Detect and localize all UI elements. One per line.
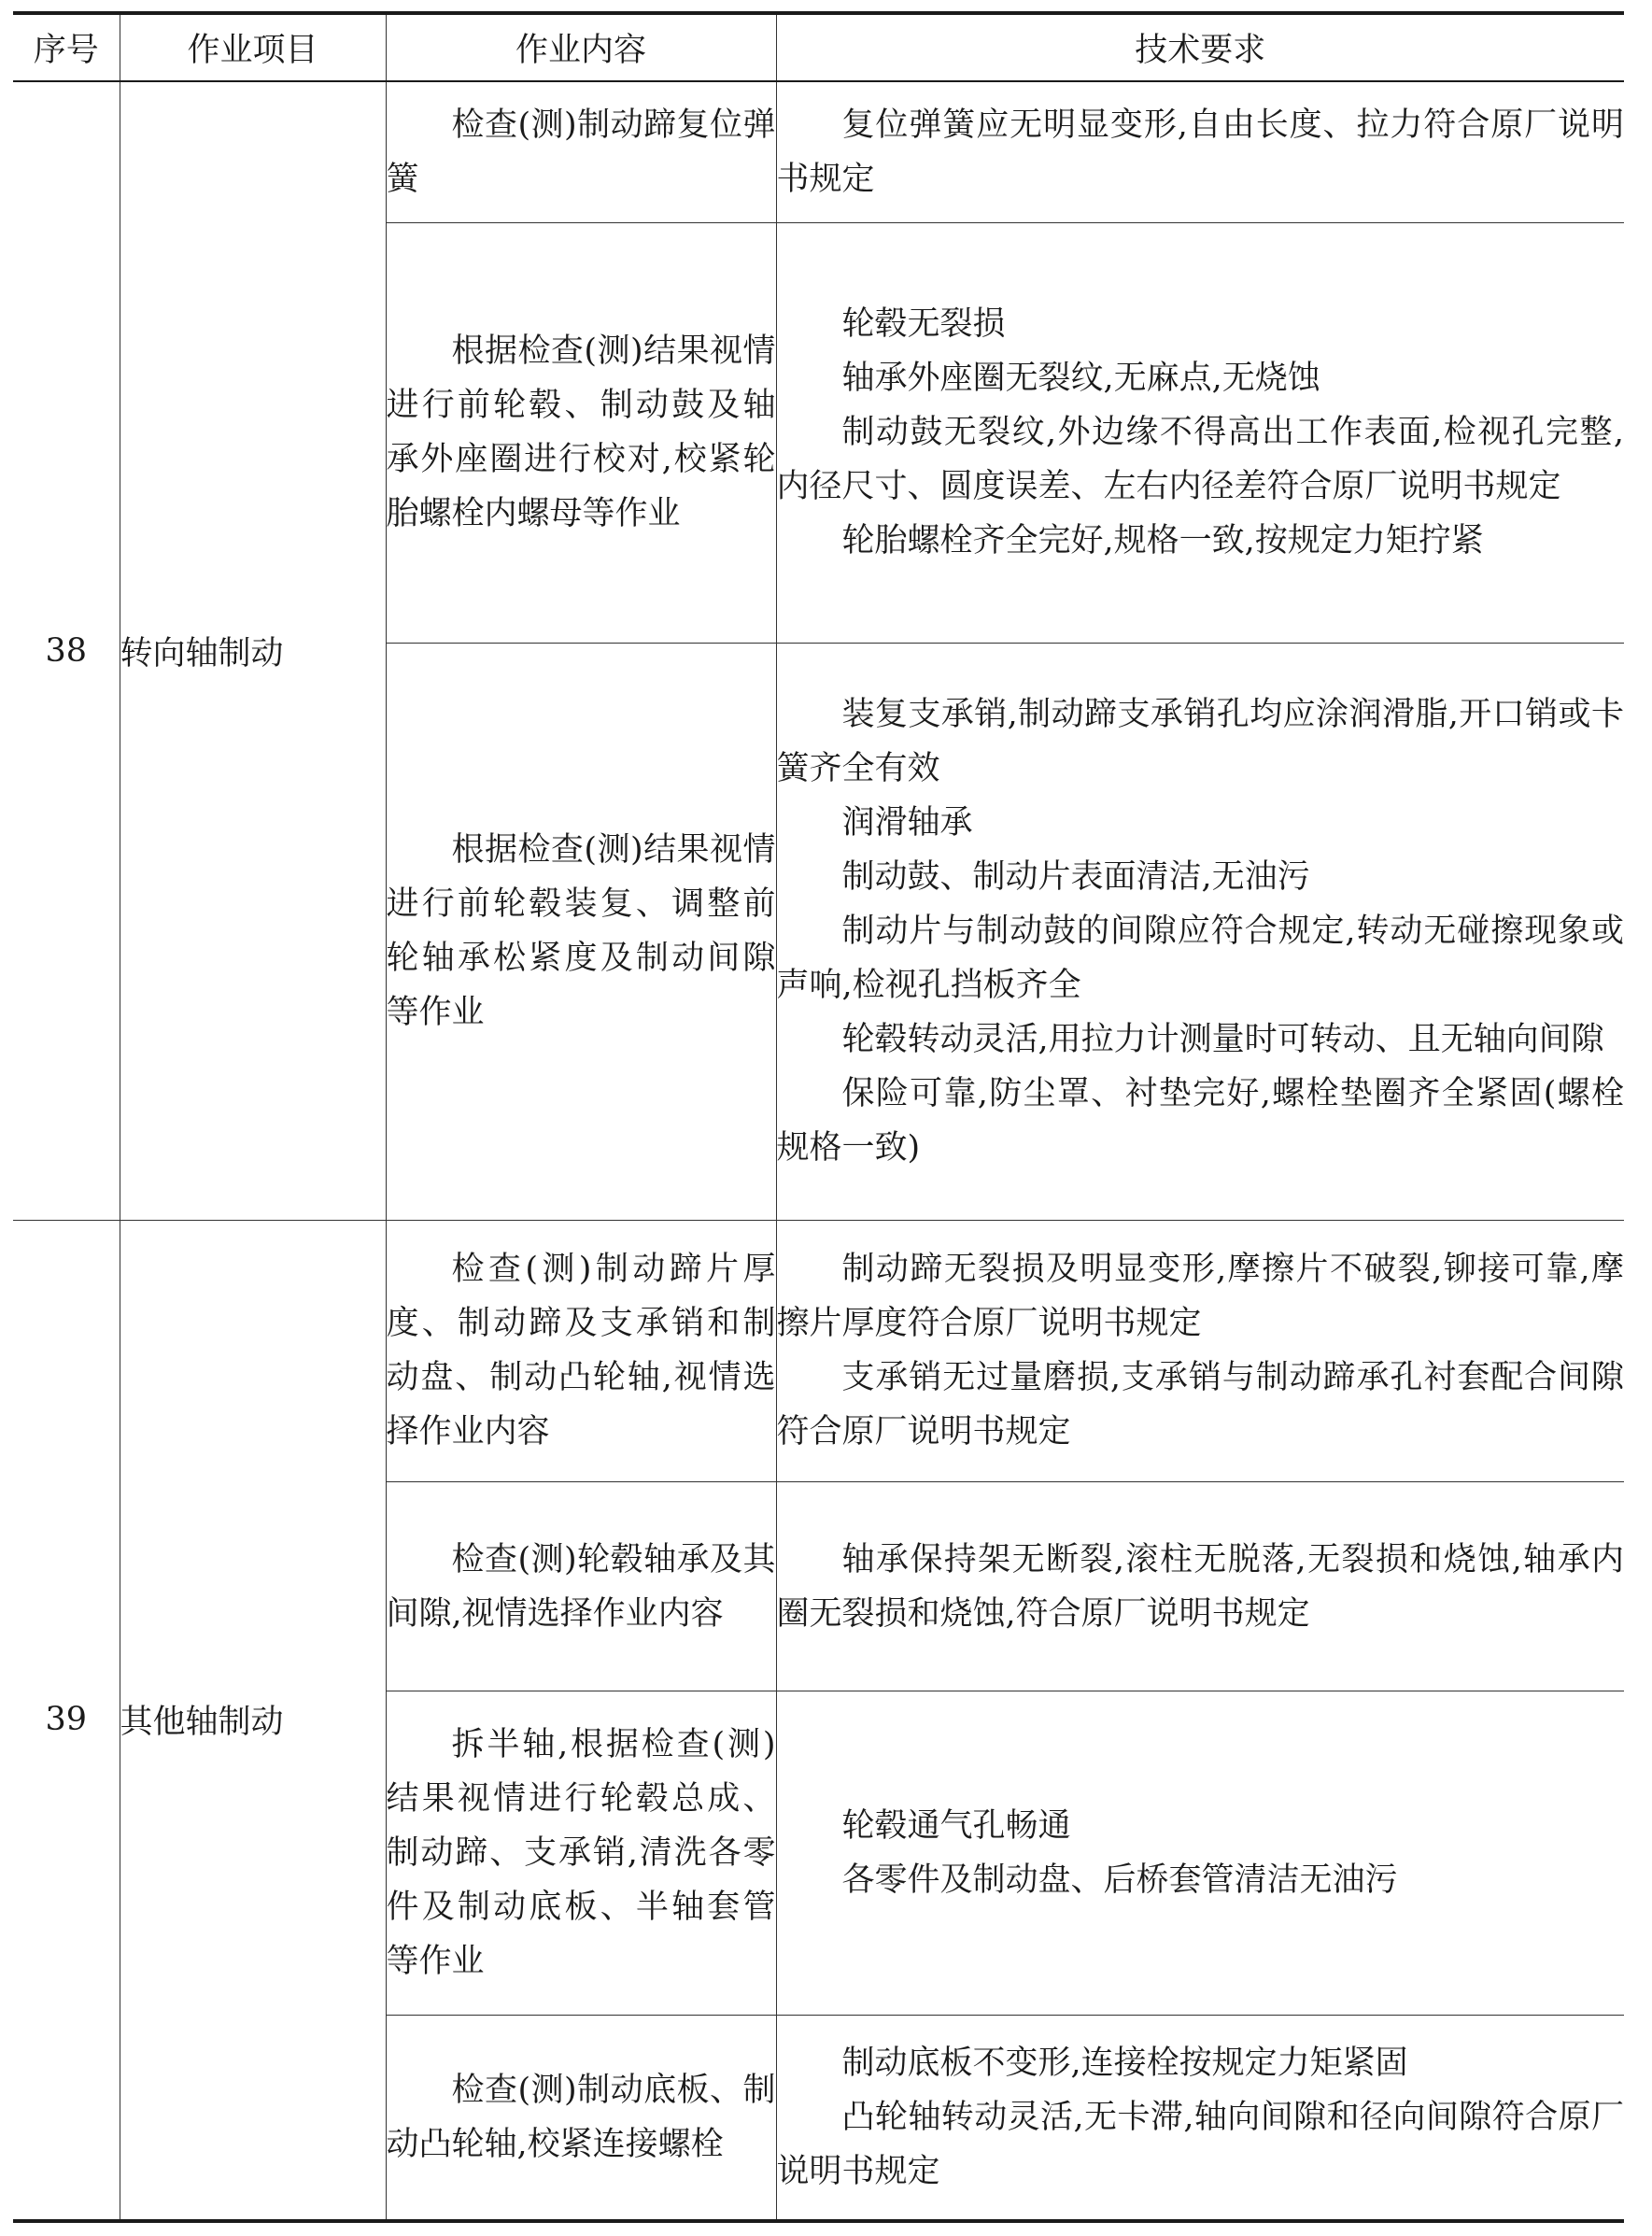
content-line: 根据检查(测)结果视情进行前轮毂装复、调整前轮轴承松紧度及制动间隙等作业 [386,831,776,1032]
row-number: 39 [13,1220,120,2221]
work-content [386,2016,776,2221]
header-content: 作业内容 [386,13,776,81]
work-content [386,1220,776,1482]
content-line: 检查(测)轮毂轴承及其间隙,视情选择作业内容 [386,1540,776,1633]
requirement-line: 制动鼓、制动片表面清洁,无油污 [841,858,1310,897]
requirement-line: 支承销无过量磨损,支承销与制动蹄承孔衬套配合间隙符合原厂说明书规定 [776,1359,1624,1451]
work-item: 其他轴制动 [120,1220,386,2221]
technical-requirements [776,1220,1624,1482]
technical-requirements [776,1691,1624,2016]
requirement-line: 轴承外座圈无裂纹,无麻点,无烧蚀 [841,360,1320,398]
row-number: 38 [13,81,120,1220]
requirement-line: 轮毂转动灵活,用拉力计测量时可转动、且无轴向间隙 [841,1021,1604,1059]
table-body [13,81,1624,2221]
technical-requirements [776,644,1624,1221]
technical-requirements [776,81,1624,222]
technical-requirements [776,2016,1624,2221]
content-line: 检查(测)制动底板、制动凸轮轴,校紧连接螺栓 [386,2072,776,2164]
work-content [386,644,776,1221]
header-row [13,13,1624,81]
requirement-line: 制动蹄无裂损及明显变形,摩擦片不破裂,铆接可靠,摩擦片厚度符合原厂说明书规定 [776,1251,1624,1343]
table-row [13,81,1624,222]
requirement-line: 轮毂无裂损 [841,305,1006,344]
requirement-line: 轮毂通气孔畅通 [841,1807,1071,1846]
requirement-line: 制动鼓无裂纹,外边缘不得高出工作表面,检视孔完整,内径尺寸、圆度误差、左右内径差符合原厂说明书规定 [776,414,1624,506]
requirement-line: 制动底板不变形,连接栓按规定力矩紧固 [841,2045,1408,2083]
header-item: 作业项目 [120,13,386,81]
work-content [386,81,776,222]
content-line: 根据检查(测)结果视情进行前轮毂、制动鼓及轴承外座圈进行校对,校紧轮胎螺栓内螺母等作业 [386,333,776,533]
content-line: 检查(测)制动蹄复位弹簧 [386,106,776,198]
content-line: 检查(测)制动蹄片厚度、制动蹄及支承销和制动盘、制动凸轮轴,视情选择作业内容 [386,1251,776,1451]
header-no: 序号 [13,13,120,81]
requirement-line: 保险可靠,防尘罩、衬垫完好,螺栓垫圈齐全紧固(螺栓规格一致) [776,1075,1624,1168]
work-content [386,1691,776,2016]
work-content [386,222,776,643]
content-line: 拆半轴,根据检查(测)结果视情进行轮毂总成、制动蹄、支承销,清洗各零件及制动底板、半轴套管等作业 [386,1726,776,1981]
requirement-line: 轴承保持架无断裂,滚柱无脱落,无裂损和烧蚀,轴承内圈无裂损和烧蚀,符合原厂说明书规定 [776,1540,1624,1633]
header-requirements: 技术要求 [776,13,1624,81]
work-item: 转向轴制动 [120,81,386,1220]
requirement-line: 凸轮轴转动灵活,无卡滞,轴向间隙和径向间隙符合原厂说明书规定 [776,2099,1624,2191]
requirement-line: 润滑轴承 [841,804,973,842]
work-content [386,1482,776,1691]
maintenance-table [13,11,1624,2223]
technical-requirements [776,222,1624,643]
requirement-line: 复位弹簧应无明显变形,自由长度、拉力符合原厂说明书规定 [776,106,1624,198]
technical-requirements [776,1482,1624,1691]
requirement-line: 装复支承销,制动蹄支承销孔均应涂润滑脂,开口销或卡簧齐全有效 [776,696,1624,788]
requirement-line: 各零件及制动盘、后桥套管清洁无油污 [841,1861,1398,1900]
table-row [13,1220,1624,1482]
requirement-line: 轮胎螺栓齐全完好,规格一致,按规定力矩拧紧 [841,522,1484,560]
requirement-line: 制动片与制动鼓的间隙应符合规定,转动无碰擦现象或声响,检视孔挡板齐全 [776,913,1624,1005]
